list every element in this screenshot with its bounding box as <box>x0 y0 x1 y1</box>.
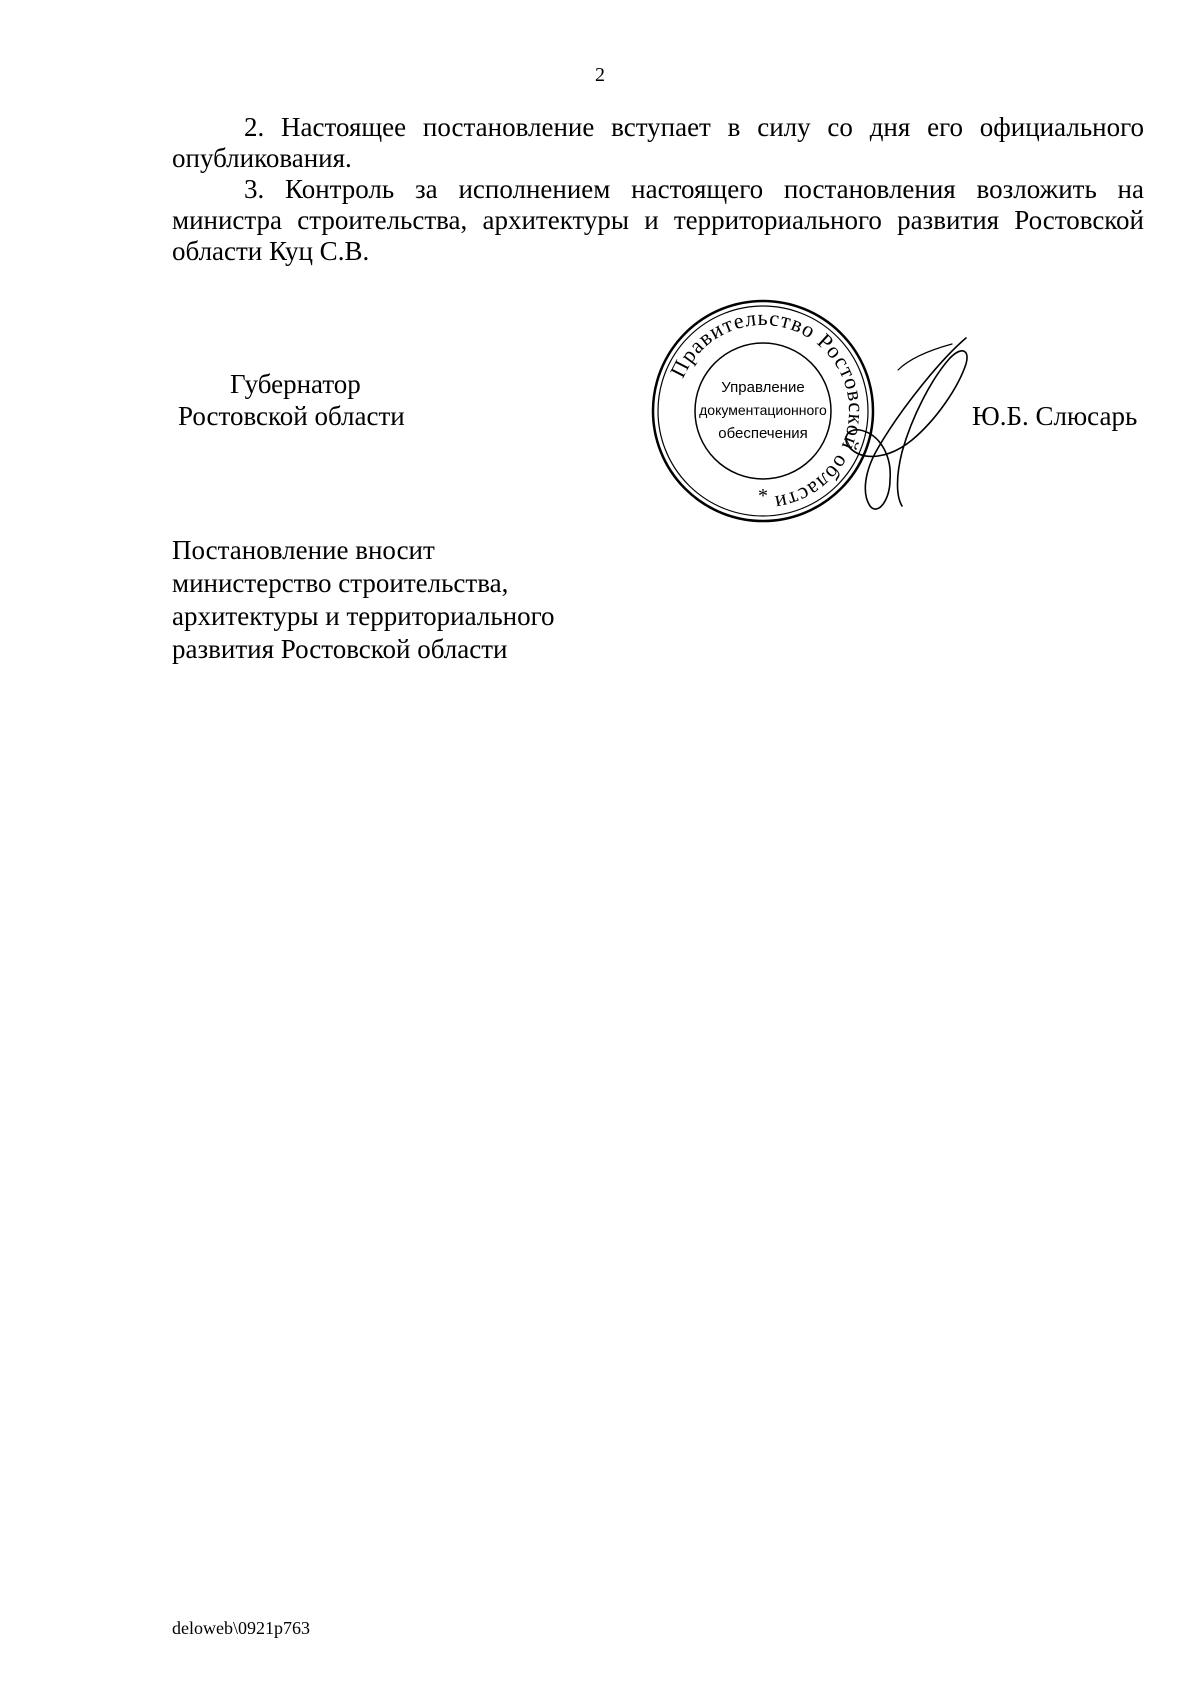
stamp-center-line1: Управление <box>721 379 805 396</box>
stamp-star: * <box>758 485 768 507</box>
signatory-title-line2: Ростовской области <box>178 401 405 431</box>
document-body <box>172 112 1144 267</box>
stamp-center-line3: обеспечения <box>718 425 808 442</box>
paragraph-2: 2. Настоящее постановление вступает в силу со дня его официального опубликования. <box>172 112 1144 173</box>
stamp-center-line2: документационного <box>699 402 827 418</box>
document-reference-footer: deloweb\0921p763 <box>172 1618 310 1638</box>
paragraph-3: 3. Контроль за исполнением настоящего постановления возложить на министра строительства, архитектуры и территориального развития Ростовской области Куц С.В. <box>172 174 1144 266</box>
signatory-title-line1: Губернатор <box>230 369 361 399</box>
submitter-line2: министерство строительства, <box>172 568 509 598</box>
submitter-line1: Постановление вносит <box>172 535 435 565</box>
submitter-line4: развития Ростовской области <box>172 634 508 664</box>
submitter-note <box>172 534 555 666</box>
stamp-ring-text: Правительство Ростовской области <box>664 304 870 517</box>
submitter-line3: архитектуры и территориального <box>172 601 555 631</box>
handwritten-signature <box>840 330 980 520</box>
signatory-name: Ю.Б. Слюсарь <box>972 401 1138 431</box>
page-number: 2 <box>595 64 605 86</box>
